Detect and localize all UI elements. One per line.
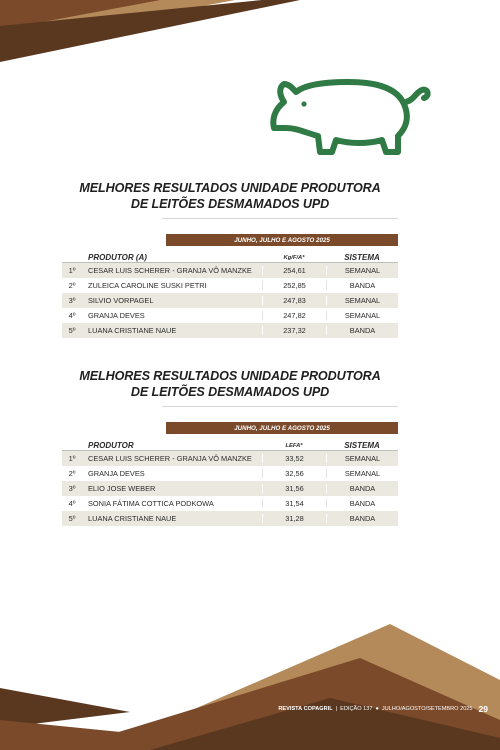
- row-value: 31,56: [262, 484, 326, 493]
- section-title-line2: DE LEITÕES DESMAMADOS UPD: [130, 197, 330, 211]
- footer-months: JULHO/AGOSTO/SETEMBRO 2025: [381, 706, 473, 712]
- table-row: [62, 263, 398, 278]
- footer-bullet-icon: ●: [375, 706, 379, 712]
- row-producer: ELIO JOSE WEBER: [88, 484, 156, 493]
- header-value: LEFA*: [285, 443, 303, 449]
- header-producer: PRODUTOR: [88, 441, 134, 450]
- row-position: 1º: [68, 266, 76, 275]
- row-value: 254,61: [262, 266, 326, 275]
- table-row: [62, 293, 398, 308]
- table-row: [62, 466, 398, 481]
- row-value: 31,54: [262, 499, 326, 508]
- header-value: Kg/F/A*: [283, 255, 305, 261]
- row-system: BANDA: [326, 281, 398, 290]
- row-producer: SILVIO VORPAGEL: [88, 296, 154, 305]
- row-system: BANDA: [326, 514, 398, 523]
- row-producer: LUANA CRISTIANE NAUE: [88, 514, 177, 523]
- section-title-line1: MELHORES RESULTADOS UNIDADE PRODUTORA: [79, 369, 381, 383]
- row-position: 1º: [68, 454, 76, 463]
- pig-icon: [268, 62, 434, 158]
- row-system: SEMANAL: [326, 266, 398, 275]
- row-producer: GRANJA DEVES: [88, 469, 145, 478]
- row-position: 3º: [68, 484, 76, 493]
- footer-separator: |: [335, 706, 338, 712]
- row-producer: CESAR LUIS SCHERER - GRANJA VÔ MANZKE: [88, 454, 252, 463]
- row-position: 3º: [68, 296, 76, 305]
- section-title: [62, 368, 398, 400]
- row-value: 247,82: [262, 311, 326, 320]
- row-system: BANDA: [326, 499, 398, 508]
- row-position: 5º: [68, 514, 76, 523]
- row-value: 32,56: [262, 469, 326, 478]
- section-title-line2: DE LEITÕES DESMAMADOS UPD: [130, 385, 330, 399]
- section-title-line1: MELHORES RESULTADOS UNIDADE PRODUTORA: [79, 181, 381, 195]
- row-system: BANDA: [326, 484, 398, 493]
- table-header: [62, 248, 398, 263]
- footer-magazine: REVISTA COPAGRIL: [278, 706, 333, 712]
- row-producer: ZULEICA CAROLINE SUSKI PETRI: [88, 281, 207, 290]
- row-value: 33,52: [262, 454, 326, 463]
- table-row: [62, 308, 398, 323]
- row-producer: SONIA FÁTIMA COTTICA PODKOWA: [88, 499, 214, 508]
- row-position: 2º: [68, 281, 76, 290]
- section-title: [62, 180, 398, 212]
- row-producer: CESAR LUIS SCHERER - GRANJA VÔ MANZKE: [88, 266, 252, 275]
- row-position: 2º: [68, 469, 76, 478]
- row-system: SEMANAL: [326, 296, 398, 305]
- table-row: [62, 496, 398, 511]
- row-value: 247,83: [262, 296, 326, 305]
- row-system: SEMANAL: [326, 469, 398, 478]
- table-row: [62, 451, 398, 466]
- table-row: [62, 278, 398, 293]
- table-row: [62, 511, 398, 526]
- row-position: 4º: [68, 311, 76, 320]
- top-decoration: [0, 0, 500, 70]
- row-value: 31,28: [262, 514, 326, 523]
- bottom-decoration: [0, 620, 500, 750]
- title-underline: [162, 218, 398, 219]
- table-header: [62, 436, 398, 451]
- row-position: 4º: [68, 499, 76, 508]
- row-producer: GRANJA DEVES: [88, 311, 145, 320]
- footer-edition: EDIÇÃO 137: [340, 706, 373, 712]
- row-producer: LUANA CRISTIANE NAUE: [88, 326, 177, 335]
- table-row: [62, 481, 398, 496]
- page-footer: [278, 704, 488, 714]
- row-value: 237,32: [262, 326, 326, 335]
- header-system: SISTEMA: [344, 441, 380, 450]
- row-system: SEMANAL: [326, 311, 398, 320]
- row-system: BANDA: [326, 326, 398, 335]
- header-producer: PRODUTOR (A): [88, 253, 147, 262]
- period-bar: JUNHO, JULHO E AGOSTO 2025: [166, 422, 398, 434]
- title-underline: [162, 406, 398, 407]
- row-position: 5º: [68, 326, 76, 335]
- period-bar: JUNHO, JULHO E AGOSTO 2025: [166, 234, 398, 246]
- table-row: [62, 323, 398, 338]
- row-system: SEMANAL: [326, 454, 398, 463]
- page-number: 29: [478, 704, 488, 714]
- ranking-section-2: [62, 368, 398, 526]
- ranking-section-1: [62, 180, 398, 338]
- row-value: 252,85: [262, 281, 326, 290]
- header-system: SISTEMA: [344, 253, 380, 262]
